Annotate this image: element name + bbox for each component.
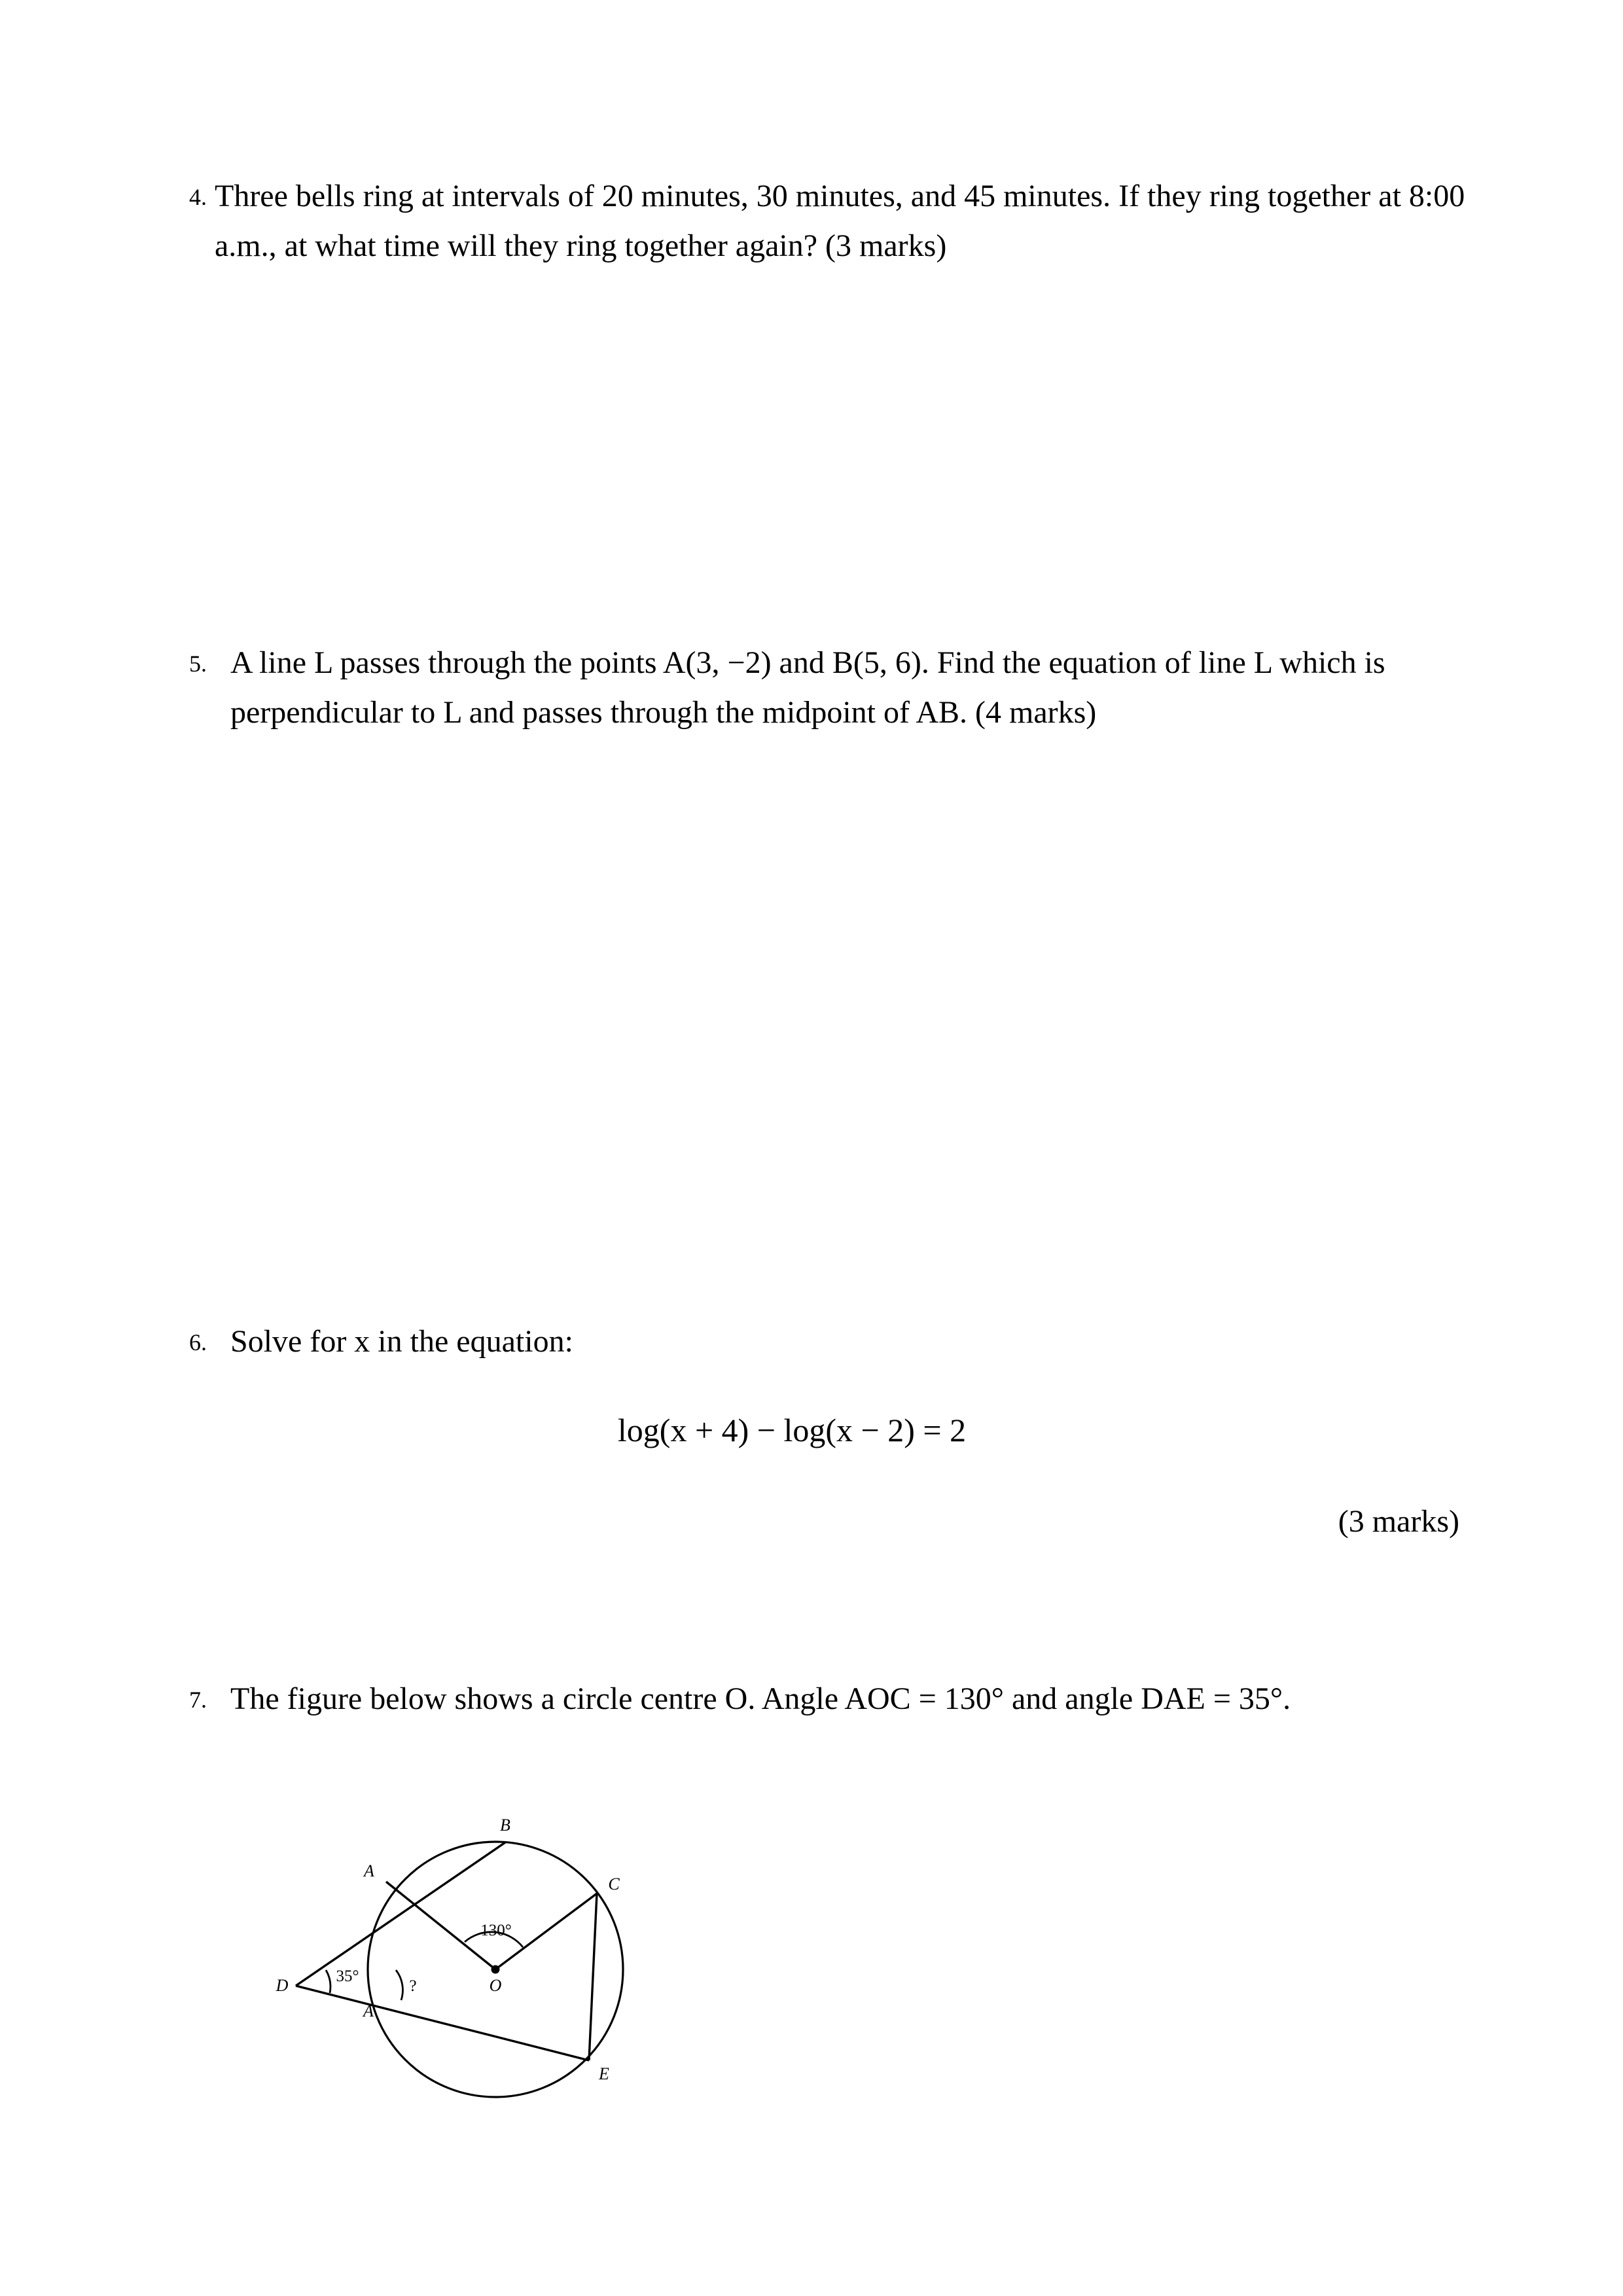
- question-6-number: 6.: [189, 1329, 207, 1355]
- line-d-to-b: [296, 1842, 505, 1986]
- circle-diagram-svg: [262, 1797, 668, 2124]
- question-4: [169, 171, 1471, 271]
- label-angle-35: 35°: [336, 1967, 359, 1985]
- label-angle-130: 130°: [480, 1922, 512, 1939]
- question-4-number: 4.: [189, 184, 207, 210]
- question-6-marks: (3 marks): [1338, 1503, 1459, 1539]
- chord-c-to-e: [589, 1893, 597, 2060]
- question-5-text: A line L passes through the points A(3, −2) and B(5, 6). Find the equation of line L which is perpendicular to L and passes through the midpoint of AB. (4 marks): [230, 645, 1385, 730]
- question-7: [169, 1674, 1471, 1724]
- question-6-body: [230, 1317, 1471, 1547]
- label-point-b: B: [500, 1816, 510, 1835]
- question-7-number: 7.: [189, 1687, 207, 1713]
- radius-o-to-a-upper: [386, 1882, 495, 1969]
- angle-arc-35: [326, 1970, 330, 1993]
- question-6-equation: log(x + 4) − log(x − 2) = 2: [617, 1411, 967, 1448]
- line-d-to-e: [296, 1986, 589, 2060]
- angle-arc-unknown: [396, 1970, 402, 2000]
- label-point-a-lower: A: [363, 2001, 374, 2020]
- label-angle-unknown: ?: [409, 1977, 417, 1995]
- question-6: [169, 1317, 1471, 1547]
- label-point-d: D: [276, 1976, 289, 1995]
- label-centre-o: O: [489, 1976, 502, 1995]
- label-point-e: E: [599, 2064, 609, 2083]
- question-6-text: Solve for x in the equation:: [230, 1324, 573, 1359]
- label-point-a-upper: A: [364, 1861, 374, 1880]
- centre-point-dot: [491, 1965, 500, 1974]
- label-point-c: C: [608, 1874, 620, 1893]
- question-5: [169, 638, 1471, 738]
- question-7-text: The figure below shows a circle centre O. Angle AOC = 130° and angle DAE = 35°.: [230, 1681, 1291, 1716]
- circle-geometry-figure: [262, 1797, 668, 2124]
- question-4-text: Three bells ring at intervals of 20 minutes, 30 minutes, and 45 minutes. If they ring together at 8:00 a.m., at what time will they ring together again? (3 marks): [215, 179, 1465, 263]
- question-5-number: 5.: [189, 651, 207, 677]
